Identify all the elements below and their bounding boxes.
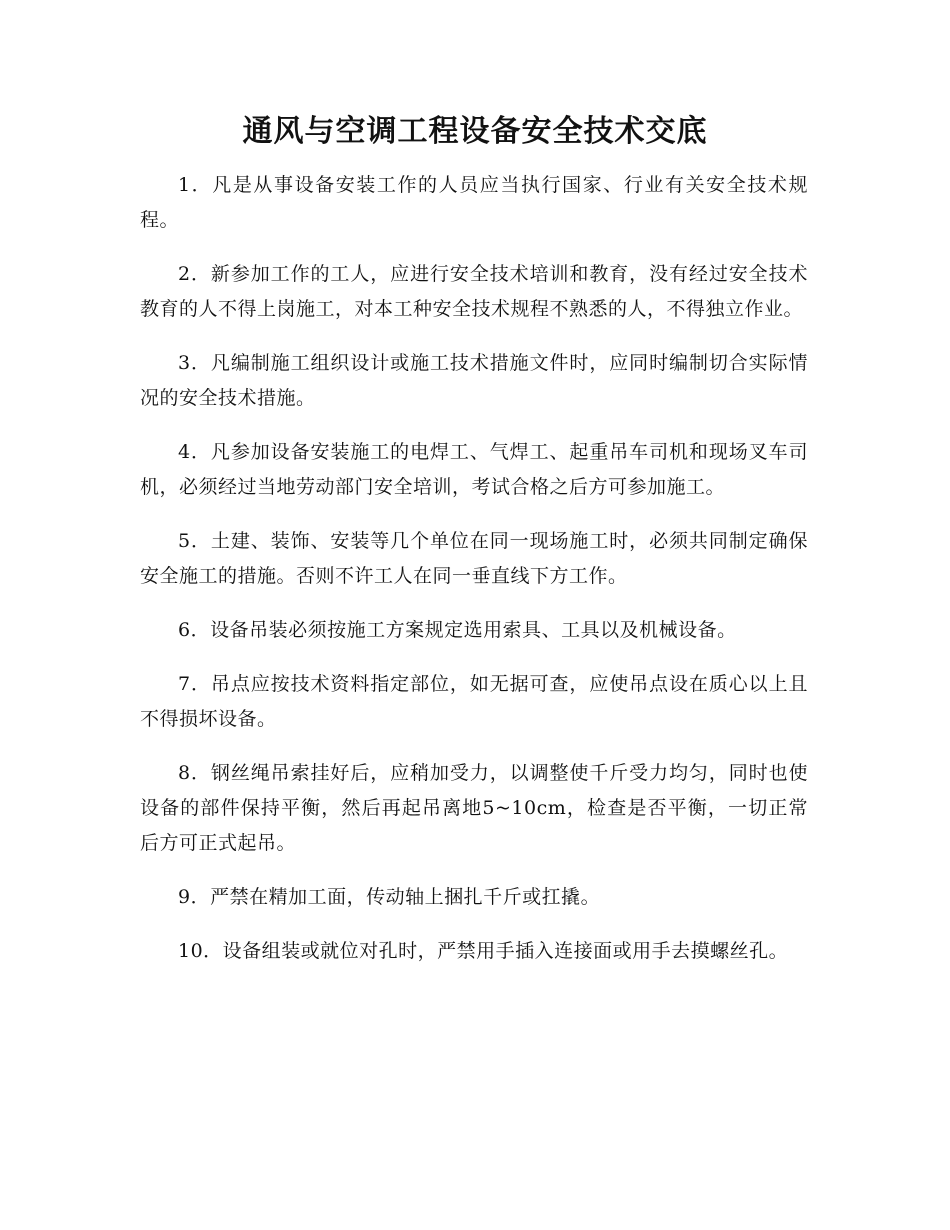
paragraph-6: 6．设备吊装必须按施工方案规定选用索具、工具以及机械设备。: [178, 619, 737, 641]
paragraph-7: 7．吊点应按技术资料指定部位，如无据可查，应使吊点设在质心以上且不得损坏设备。: [140, 673, 808, 730]
paragraph-3: 3．凡编制施工组织设计或施工技术措施文件时，应同时编制切合实际情况的安全技术措施。: [140, 352, 808, 409]
paragraph-10: 10．设备组装或就位对孔时，严禁用手插入连接面或用手去摸螺丝孔。: [178, 940, 789, 962]
paragraph-8: 8．钢丝绳吊索挂好后，应稍加受力，以调整使千斤受力均匀，同时也使设备的部件保持平衡，然后再起吊离地5~10cm，检查是否平衡，一切正常后方可正式起吊。: [140, 762, 808, 854]
paragraph-5: 5．土建、装饰、安装等几个单位在同一现场施工时，必须共同制定确保安全施工的措施。否则不许工人在同一垂直线下方工作。: [140, 530, 808, 587]
paragraph-1: 1．凡是从事设备安装工作的人员应当执行国家、行业有关安全技术规程。: [140, 174, 808, 231]
paragraph-4: 4．凡参加设备安装施工的电焊工、气焊工、起重吊车司机和现场叉车司机，必须经过当地劳动部门安全培训，考试合格之后方可参加施工。: [140, 441, 808, 498]
paragraph-9: 9．严禁在精加工面，传动轴上捆扎千斤或扛撬。: [178, 886, 601, 908]
paragraph-2: 2．新参加工作的工人，应进行安全技术培训和教育，没有经过安全技术教育的人不得上岗施工，对本工种安全技术规程不熟悉的人，不得独立作业。: [140, 263, 808, 320]
document-title: 通风与空调工程设备安全技术交底: [242, 114, 708, 149]
document-body: [140, 168, 808, 988]
